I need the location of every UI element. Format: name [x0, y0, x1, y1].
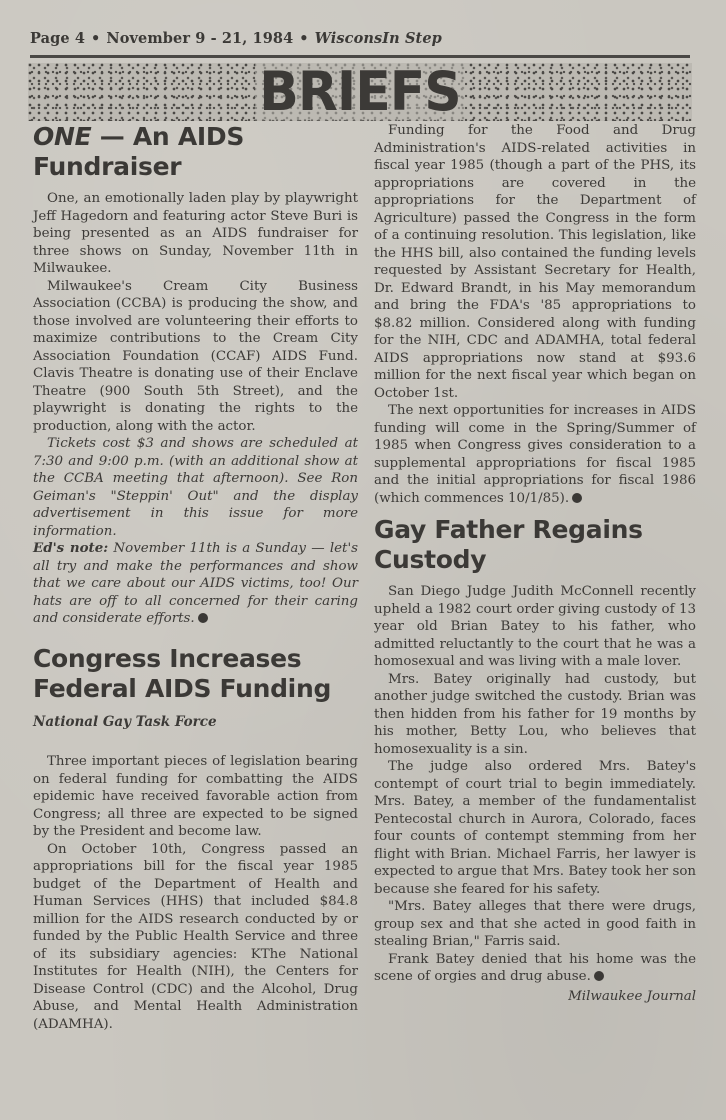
separator-dot: • — [299, 30, 309, 47]
article-paragraph: Funding for the Food and Drug Administration's AIDS-related activities in fiscal year 1985 (though a part of the PHS, its appropriations are covered in the appropriations for the Department of Agriculture) passed the Congress in the form of a continuing resolution. This legislation, like the HHS bill, also contained the funding levels requested by Assistant Secretary for Health, Dr. Edward Brandt, in his May memorandum and bring the FDA's '85 appropriations to $8.82 million. Considered along with funding for the NIH, CDC and ADAMHA, total federal AIDS appropriations now stand at $93.6 million for the next fiscal year which began on October 1st. — [374, 123, 696, 401]
separator-dot: • — [91, 30, 101, 47]
section-banner — [28, 63, 692, 121]
publication-name: WisconsIn Step — [314, 30, 442, 47]
editors-note — [33, 540, 358, 628]
issue-date: November 9 - 21, 1984 — [106, 30, 294, 47]
article-one-fundraiser — [33, 122, 358, 628]
article-headline: Congress Increases Federal AIDS Funding — [33, 643, 332, 703]
article-congress-funding — [33, 644, 358, 1034]
banner-title-wrap — [28, 63, 692, 121]
left-column — [33, 122, 358, 1033]
section-title: BRIEFS — [255, 64, 465, 121]
article-byline: National Gay Task Force — [33, 713, 217, 730]
article-paragraph — [374, 951, 696, 986]
article-congress-funding-continued — [374, 122, 696, 507]
article-paragraph: San Diego Judge Judith McConnell recently upheld a 1982 court order giving custody of 13 year old Brian Batey to his father, who admitted reluctantly to the court that he was a homosexual and was living with a male lover. — [374, 584, 696, 669]
article-credit: Milwaukee Journal — [568, 988, 696, 1004]
article-paragraph: Milwaukee's Cream City Business Association (CCBA) is producing the show, and those involved are volunteering their efforts to maximize contributions to the Cream City Association Foundation (CCAF) AIDS Fund. Clavis Theatre is donating use of their Enclave Theatre (900 South 5th Street), and the playwright is donating the rights to the production, along with the actor. — [33, 278, 358, 434]
article-paragraph: One, an emotionally laden play by playwright Jeff Hagedorn and featuring actor Steve Buri is being presented as an AIDS fundraiser for three shows on Sunday, November 11th in Milwaukee. — [33, 191, 358, 276]
end-bullet-icon — [572, 493, 582, 503]
page-number: Page 4 — [30, 30, 86, 47]
headline-italic-part: ONE — [33, 122, 92, 151]
article-headline: Gay Father Regains Custody — [374, 515, 643, 574]
end-bullet-icon — [594, 971, 604, 981]
article-paragraph: Tickets cost $3 and shows are scheduled at 7:30 and 9:00 p.m. (with an additional show at the CCBA meeting that afternoon). See Ron Geiman's "Steppin' Out" and the display advertisement in this issue for more information. — [33, 436, 358, 539]
article-paragraph: The judge also ordered Mrs. Batey's contempt of court trial to begin immediately. Mrs. Batey, a member of the fundamentalist Pentecostal church in Aurora, Colorado, faces four counts of contempt stemming from her flight with Brian. Michael Farris, her lawyer is expected to argue that Mrs. Batey took her son because she feared for his safety. — [374, 759, 696, 897]
editors-note-text: November 11th is a Sunday — let's all try and make the performances and show that we care about our AIDS victims, too! Our hats are off to all concerned for their caring and considerate efforts. — [33, 541, 358, 626]
paragraph-text: The next opportunities for increases in AIDS funding will come in the Spring/Summer of 1985 when Congress gives consideration to a supplemental appropriations for fiscal 1985 and the initial appropriations for fiscal 1986 (which commences 10/1/85). — [374, 403, 696, 506]
article-paragraph: On October 10th, Congress passed an appropriations bill for the fiscal year 1985 budget of the Department of Health and Human Services (HHS) that included $84.8 million for the AIDS research conducted by or funded by the Public Health Service and three of its subsidiary agencies: KThe National Institutes for Health (NIH), the Centers for Disease Control (CDC) and the Alcohol, Drug Abuse, and Mental Health Administration (ADAMHA). — [33, 841, 358, 1032]
header-rule — [30, 55, 690, 58]
article-paragraph: Mrs. Batey originally had custody, but another judge switched the custody. Brian was then hidden from his father for 19 months by his mother, Betty Lou, who believes that homosexuality is a sin. — [374, 671, 696, 757]
article-headline — [33, 122, 358, 182]
article-gay-father-custody — [374, 515, 696, 1005]
editors-note-label: Ed's note: — [33, 540, 109, 556]
page-header — [30, 30, 442, 47]
article-paragraph — [374, 402, 696, 507]
article-paragraph: "Mrs. Batey alleges that there were drugs, group sex and that she acted in good faith in stealing Brian," Farris said. — [374, 899, 696, 949]
paragraph-text: Frank Batey denied that his home was the scene of orgies and drug abuse. — [374, 951, 696, 984]
end-bullet-icon — [198, 613, 208, 623]
headline-rest: — An AIDS Fundraiser — [33, 122, 245, 181]
article-paragraph: Three important pieces of legislation bearing on federal funding for combatting the AIDS epidemic have received favorable action from Congress; all three are expected to be signed by the President and become law. — [33, 754, 358, 839]
right-column — [374, 122, 696, 1005]
